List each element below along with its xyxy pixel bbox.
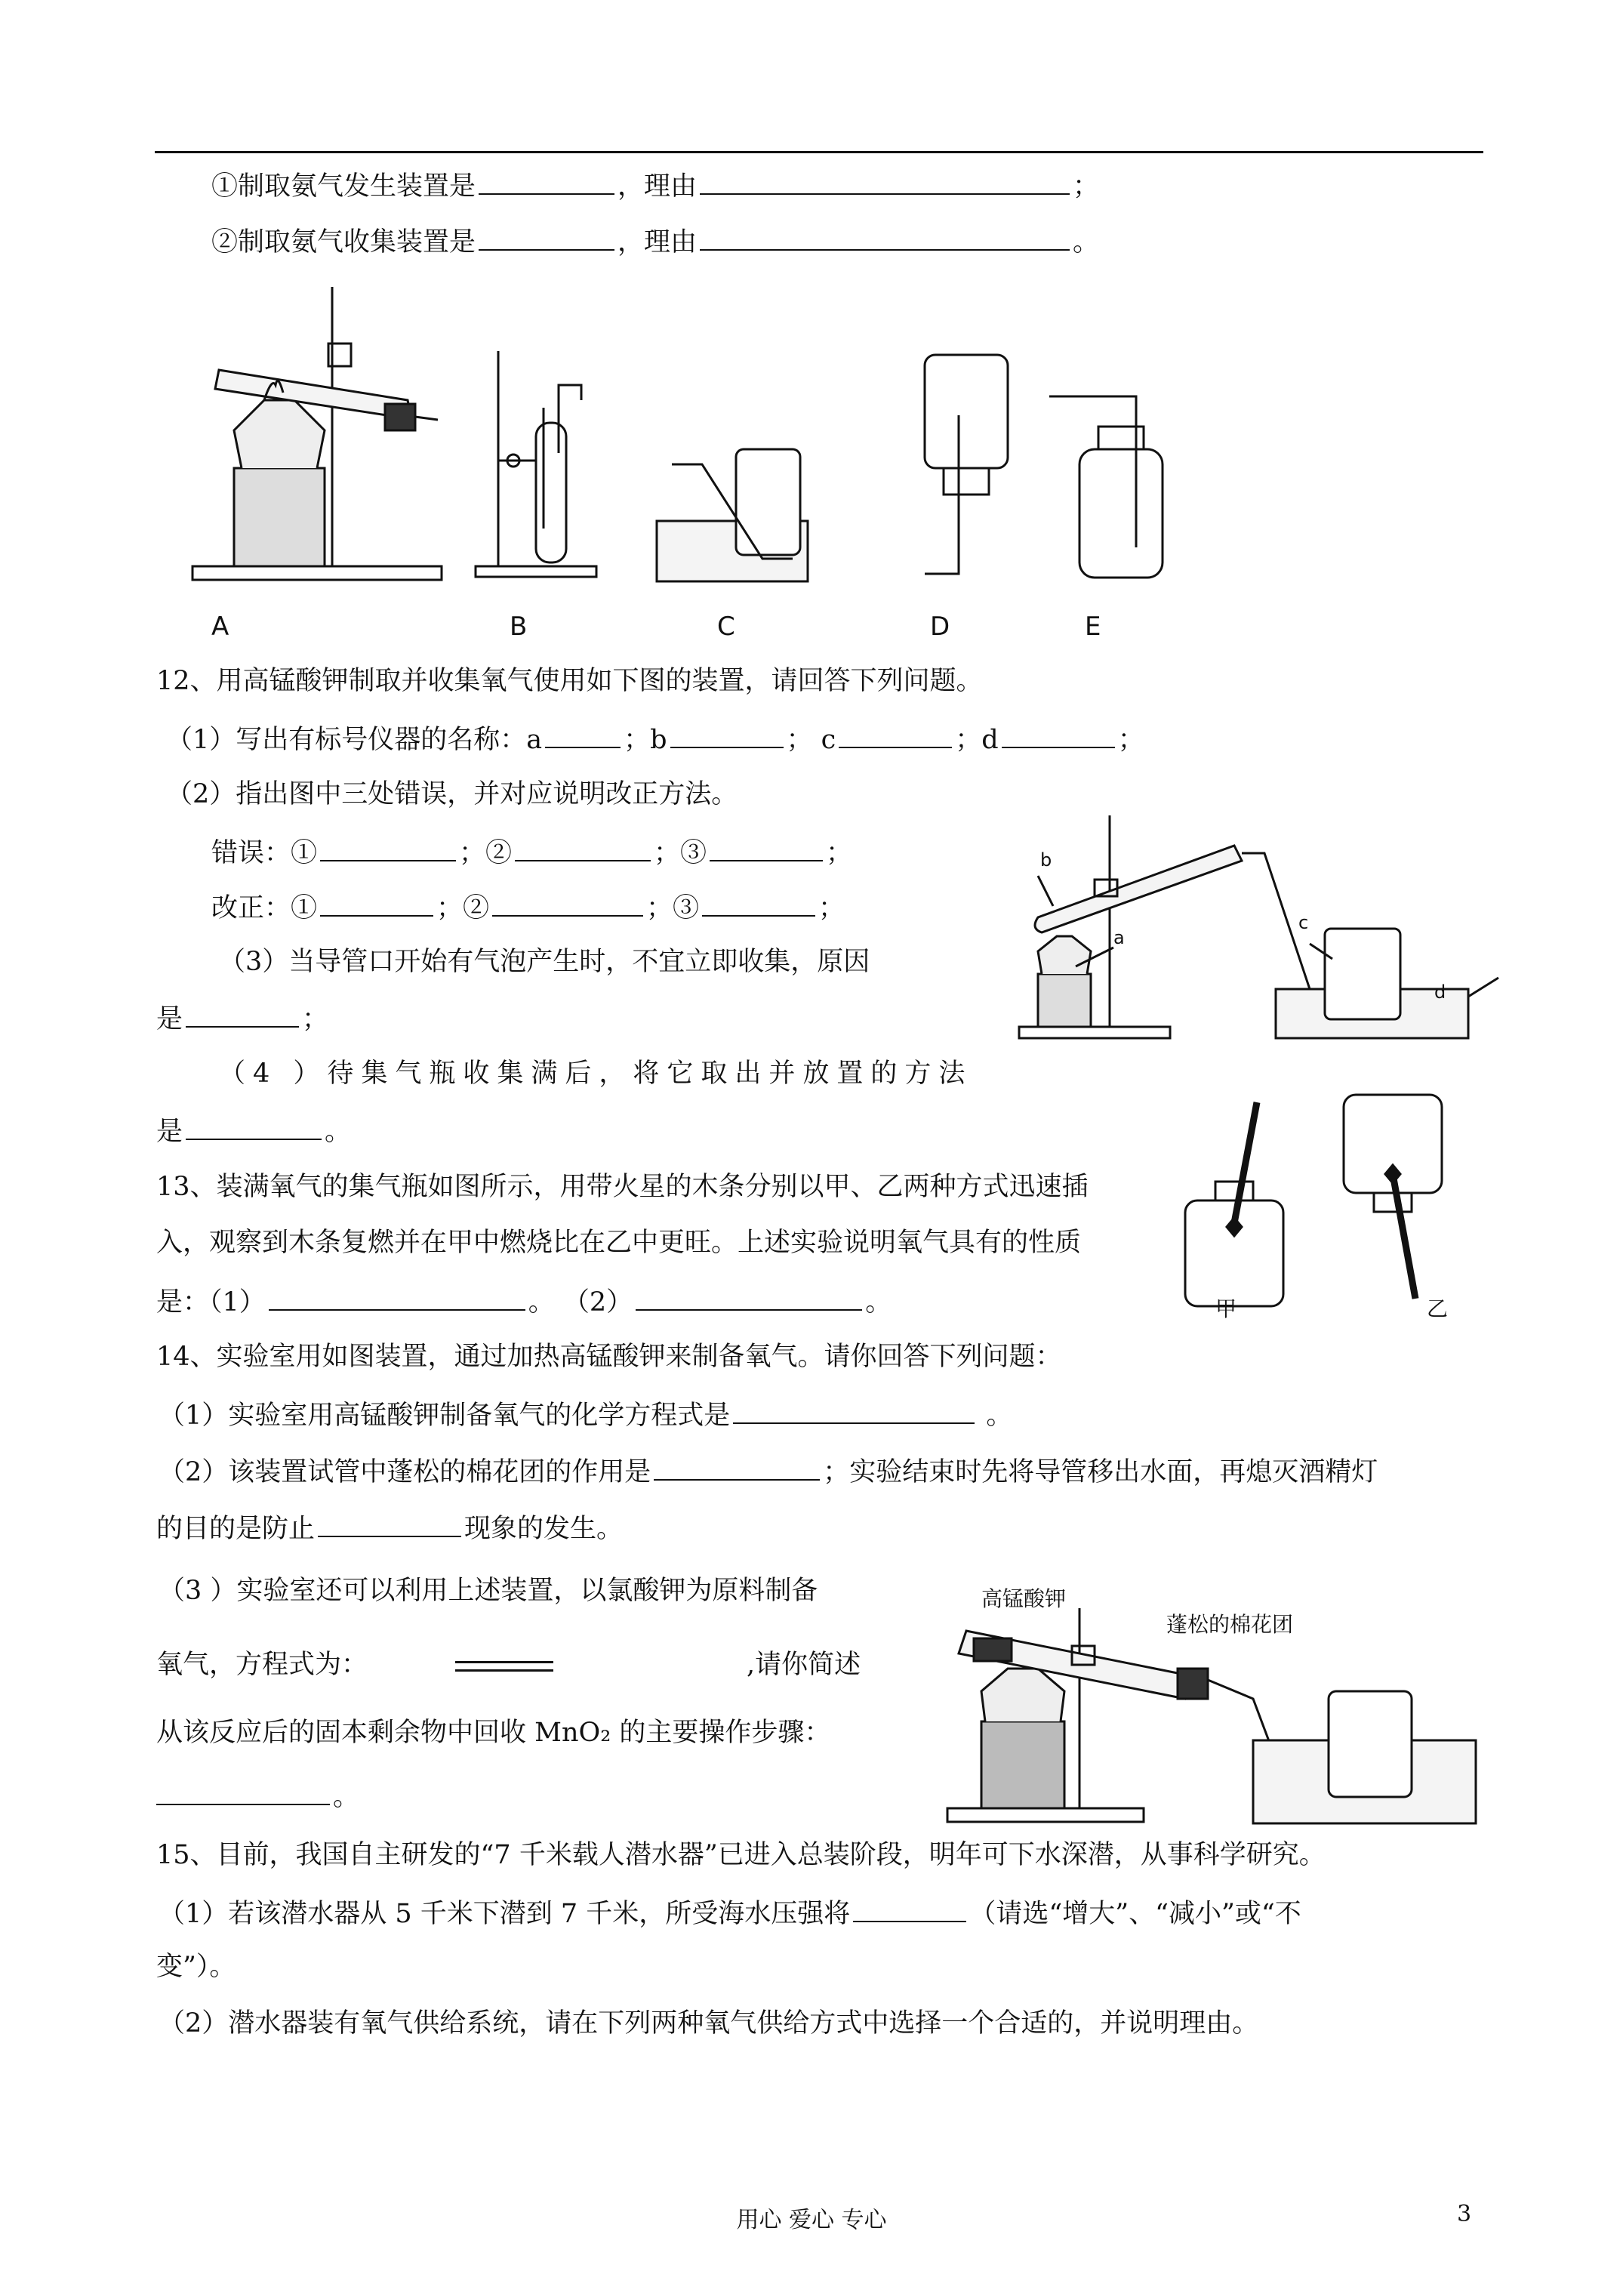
q15-part-2: （2）潜水器装有氧气供给系统，请在下列两种氧气供给方式中选择一个合适的，并说明理由。 — [159, 2008, 1259, 2039]
apparatus-label-c: C — [717, 612, 735, 642]
q12-part-3a: （3）当导管口开始有气泡产生时，不宜立即收集，原因 — [219, 947, 870, 977]
blank[interactable] — [636, 1284, 862, 1311]
page-footer: 用心 爱心 专心 — [736, 2207, 887, 2233]
blank[interactable] — [700, 168, 1070, 195]
fig-label-c: c — [1298, 912, 1309, 933]
q14-part-2b: 的目的是防止 现象的发生。 — [156, 1510, 623, 1546]
q14-part-3d: 。 — [156, 1778, 359, 1814]
fig-label-jia: 甲 — [1215, 1296, 1237, 1321]
blank[interactable] — [318, 1510, 461, 1537]
q14-part-3c: 从该反应后的固本剩余物中回收 MnO₂ 的主要操作步骤： — [156, 1718, 831, 1748]
blank[interactable] — [1002, 721, 1115, 748]
q14-part-3a: （3 ）实验室还可以利用上述装置，以氯酸钾为原料制备 — [159, 1576, 818, 1606]
blank[interactable] — [186, 1113, 322, 1140]
q12-title: 12、用高锰酸钾制取并收集氧气使用如下图的装置，请回答下列问题。 — [156, 666, 983, 696]
blank[interactable] — [702, 889, 815, 917]
apparatus-label-e: E — [1085, 612, 1101, 642]
blank[interactable] — [853, 1895, 966, 1922]
equation-blank[interactable] — [455, 1661, 553, 1672]
fig-label-b: b — [1040, 849, 1052, 871]
blank[interactable] — [700, 223, 1070, 251]
blank[interactable] — [269, 1284, 525, 1311]
q15-part-1a: （1）若该潜水器从 5 千米下潜到 7 千米，所受海水压强将 （请选“增大”、“减小”或“不 — [159, 1895, 1301, 1931]
q12-apparatus-figure — [1015, 808, 1483, 1049]
blank[interactable] — [515, 834, 651, 861]
blank[interactable] — [186, 1000, 299, 1028]
q13-line-3: 是：（1） 。 （2） 。 — [156, 1284, 892, 1319]
q12-part-1: （1）写出有标号仪器的名称：a ；b ； c ；d ； — [166, 721, 1144, 757]
blank[interactable] — [654, 1453, 820, 1481]
q14-part-1: （1）实验室用高锰酸钾制备氧气的化学方程式是 。 — [159, 1397, 1012, 1432]
stand-base-icon — [192, 566, 442, 580]
q11-line-2: ②制取氨气收集装置是 ，理由 。 — [211, 223, 1099, 259]
q12-fixes: 改正：① ；② ；③ ； — [211, 889, 845, 925]
q12-part-2: （2）指出图中三处错误，并对应说明改正方法。 — [166, 779, 738, 809]
q14-part-3b: 氧气，方程式为： ,请你简述 — [156, 1650, 861, 1680]
q12-part-3b: 是 ； — [156, 1000, 328, 1036]
q11-apparatus-figure — [189, 279, 1230, 596]
blank[interactable] — [733, 1397, 975, 1424]
fig-label-a: a — [1113, 927, 1125, 948]
q14-title: 14、实验室用如图装置，通过加热高锰酸钾来制备氧气。请你回答下列问题： — [156, 1342, 1062, 1372]
q12-part-4a: （4 ）待集气瓶收集满后，将它取出并放置的方法 — [219, 1059, 973, 1089]
blank[interactable] — [479, 223, 614, 251]
q11-line-1: ①制取氨气发生装置是 ，理由 ； — [211, 168, 1099, 203]
apparatus-label-a: A — [211, 612, 229, 642]
blank[interactable] — [492, 889, 643, 917]
blank[interactable] — [710, 834, 823, 861]
blank[interactable] — [670, 721, 784, 748]
page-number: 3 — [1457, 2201, 1472, 2227]
q14-part-2a: （2）该装置试管中蓬松的棉花团的作用是 ；实验结束时先将导管移出水面，再熄灭酒精灯 — [159, 1453, 1378, 1489]
q12-errors: 错误：① ；② ；③ ； — [211, 834, 852, 870]
blank[interactable] — [320, 834, 456, 861]
apparatus-label-b: B — [510, 612, 528, 642]
q15-part-1b: 变”）。 — [156, 1952, 236, 1982]
blank[interactable] — [839, 721, 952, 748]
q12-part-4b: 是 。 — [156, 1113, 351, 1148]
fig-label-kmno4: 高锰酸钾 — [981, 1586, 1067, 1611]
header-rule — [155, 151, 1483, 153]
blank[interactable] — [320, 889, 433, 917]
q13-line-2: 入，观察到木条复燃并在甲中燃烧比在乙中更旺。上述实验说明氧气具有的性质 — [156, 1228, 1082, 1258]
blank[interactable] — [479, 168, 614, 195]
fig-label-cotton: 蓬松的棉花团 — [1166, 1612, 1294, 1637]
fig-label-d: d — [1434, 982, 1446, 1003]
q15-title: 15、目前，我国自主研发的“7 千米载人潜水器”已进入总装阶段，明年可下水深潜，从事科学研究。 — [156, 1840, 1326, 1870]
blank[interactable] — [156, 1778, 330, 1805]
apparatus-label-d: D — [930, 612, 950, 642]
q13-line-1: 13、装满氧气的集气瓶如图所示，用带火星的木条分别以甲、乙两种方式迅速插 — [156, 1172, 1089, 1202]
fig-label-yi: 乙 — [1427, 1296, 1449, 1321]
blank[interactable] — [545, 721, 621, 748]
